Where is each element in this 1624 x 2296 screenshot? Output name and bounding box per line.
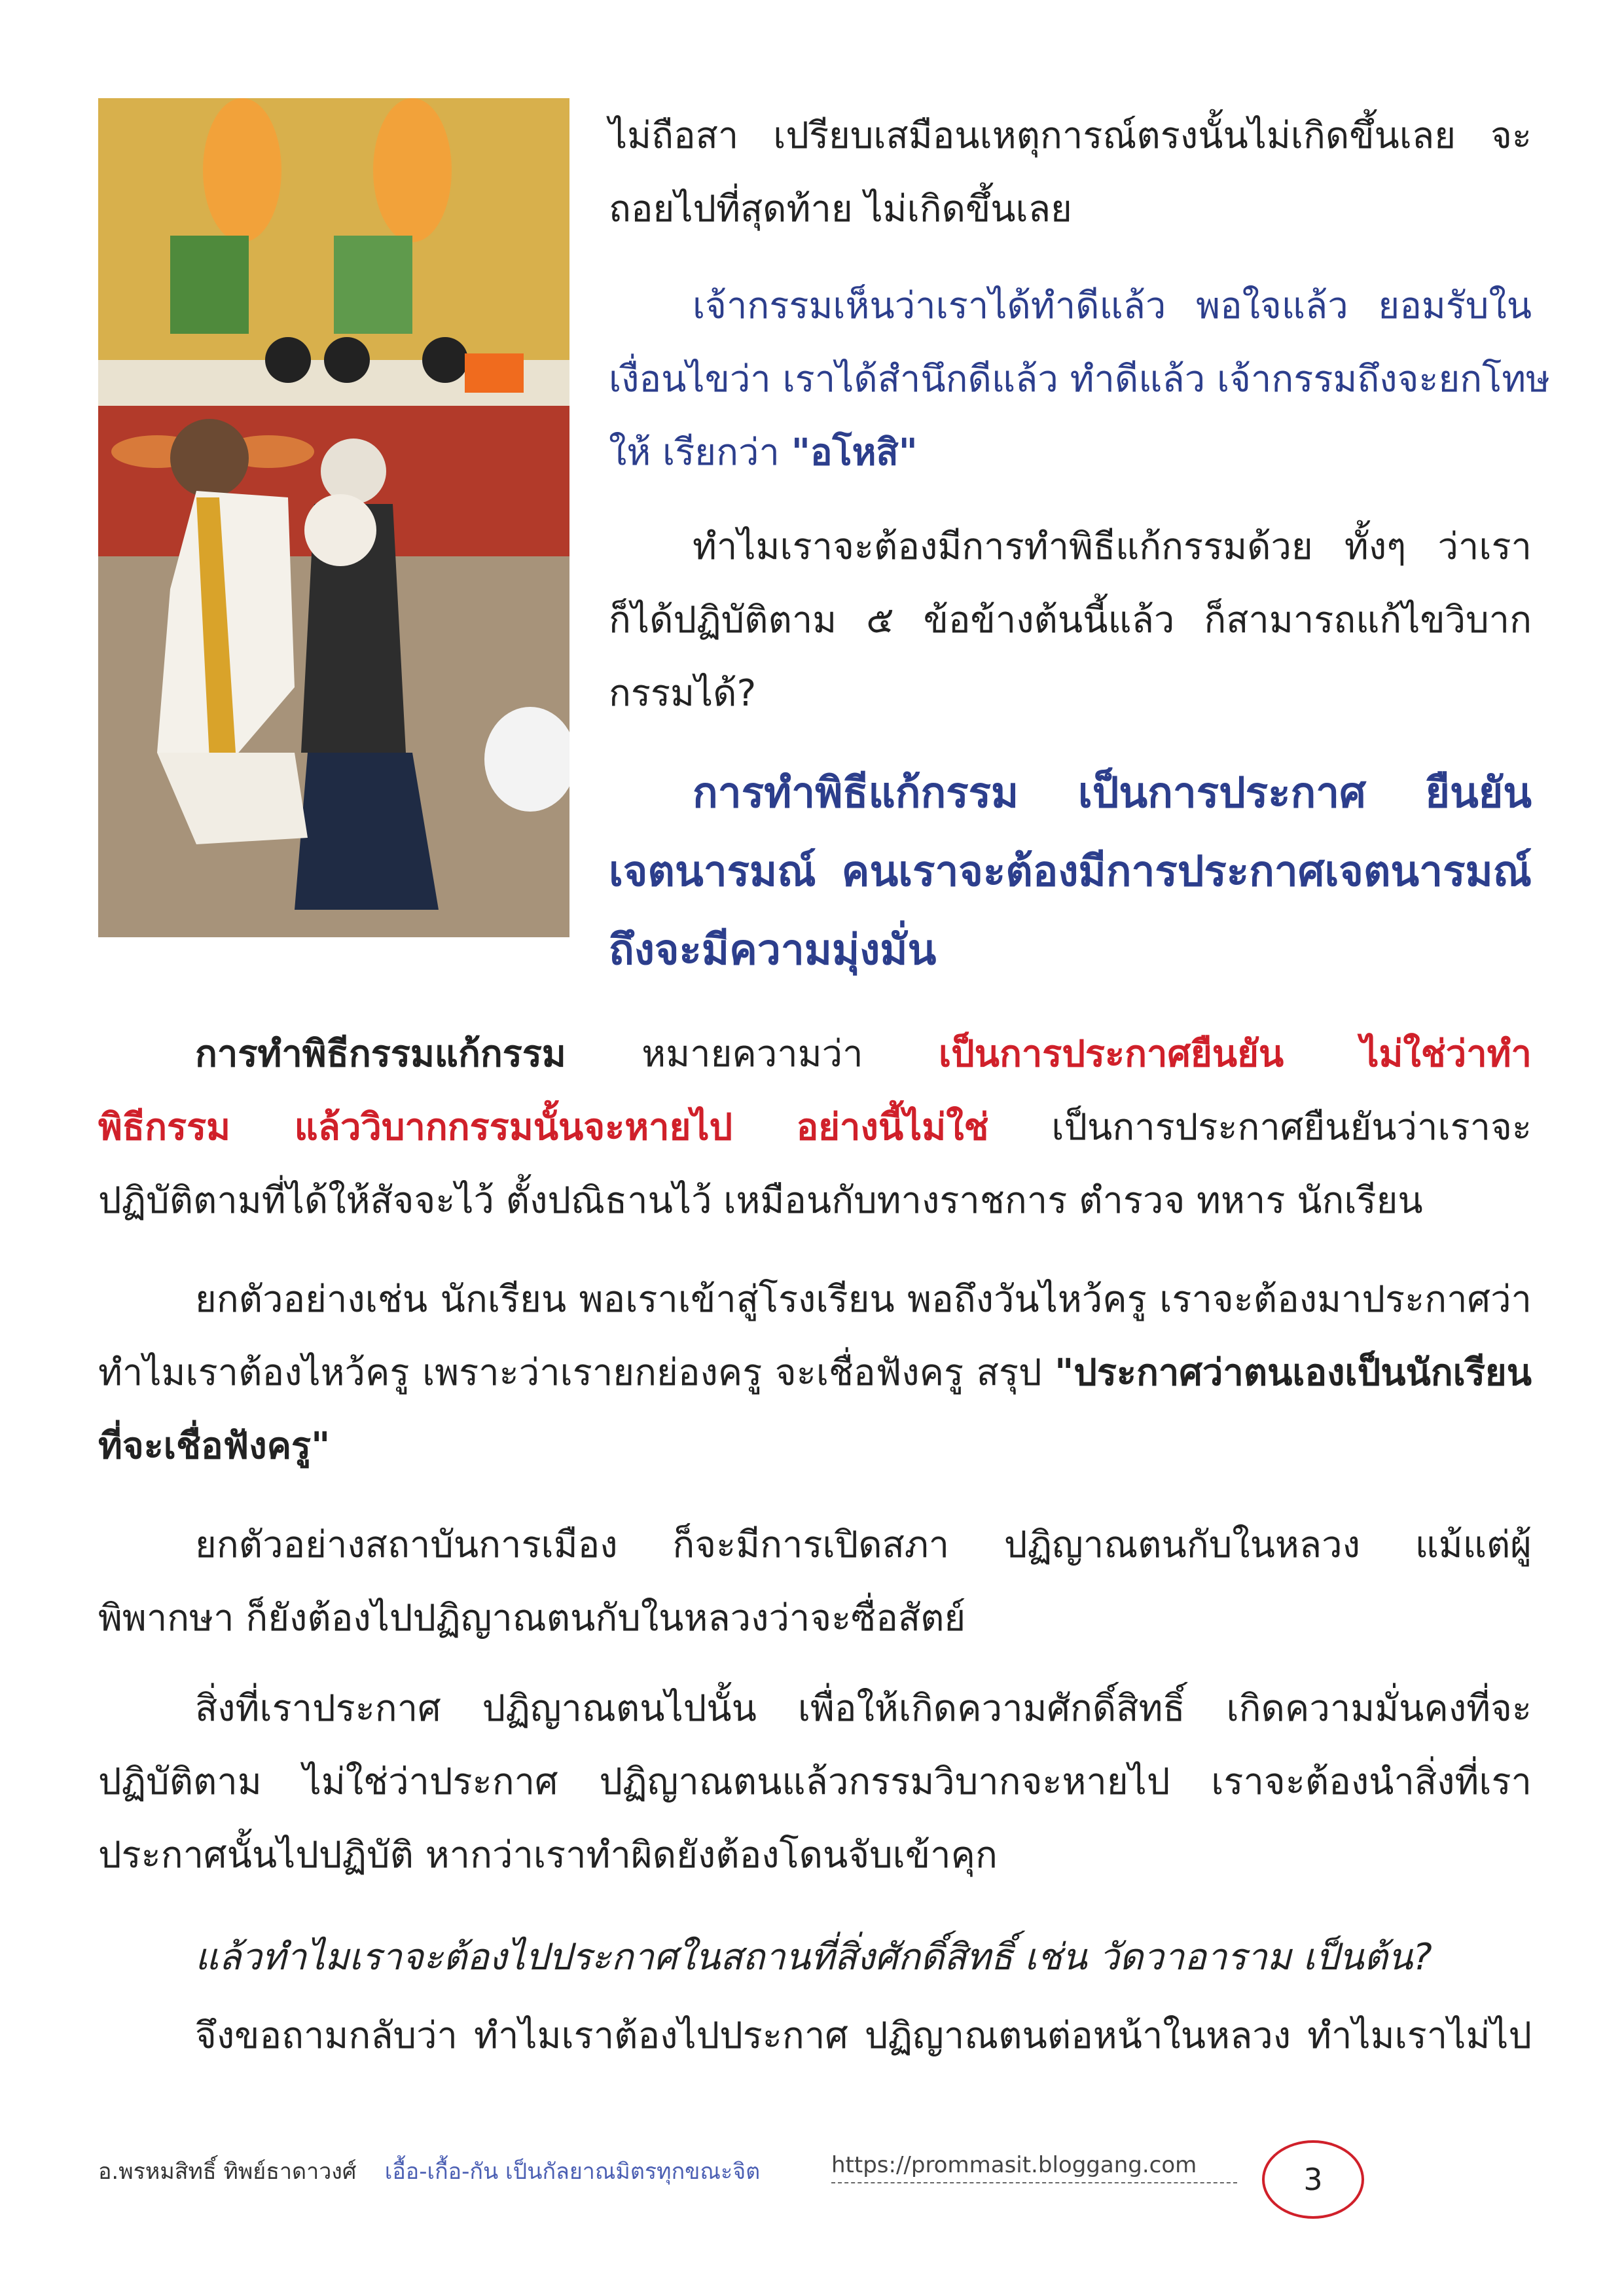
text-line [98, 1018, 1532, 1091]
text-line: เงื่อนไขว่า เราได้สำนึกดีแล้ว ทำดีแล้ว เจ้ากรรมถึงจะยกโทษ [609, 358, 1551, 401]
text-line [98, 1336, 1532, 1410]
text-run: เป็นการประกาศยืนยันว่าเราจะ [988, 1106, 1532, 1149]
paragraph-2 [609, 270, 1551, 490]
paragraph-10 [98, 2000, 1532, 2073]
text-line: กรรมได้? [609, 672, 757, 715]
text-line: ปฏิบัติตามที่ได้ให้สัจจะไว้ ตั้งปณิธานไว้ เหมือนกับทางราชการ ตำรวจ ทหาร นักเรียน [98, 1179, 1423, 1222]
text-run: ให้ เรียกว่า [609, 431, 791, 474]
paragraph-1 [609, 99, 1532, 246]
text-line: ที่จะเชื่อฟังครู" [98, 1425, 331, 1467]
emphasis-text: พิธีกรรม แล้ววิบากกรรมนั้นจะหายไป อย่างนี้ไม่ใช่ [98, 1106, 989, 1149]
page-number: 3 [1262, 2140, 1364, 2219]
ritual-photo [98, 98, 569, 937]
footer [98, 2153, 760, 2189]
blog-url-link[interactable]: https://prommasit.bloggang.com [831, 2152, 1237, 2183]
text-line: ไม่ถือสา เปรียบเสมือนเหตุการณ์ตรงนั้นไม่เกิดขึ้นเลย จะ [609, 115, 1532, 157]
text-line: ปฏิบัติตาม ไม่ใช่ว่าประกาศ ปฏิญาณตนแล้วกรรมวิบากจะหายไป เราจะต้องนำสิ่งที่เรา [98, 1761, 1532, 1803]
footer-slogan: เอื้อ-เกื้อ-กัน เป็นกัลยาณมิตรทุกขณะจิต [384, 2159, 761, 2185]
paragraph-5 [98, 1018, 1532, 1238]
ahosi-term: "อโหสิ" [791, 431, 918, 474]
text-line: แล้วทำไมเราจะต้องไปประกาศในสถานที่สิ่งศักดิ์สิทธิ์ เช่น วัดวาอาราม เป็นต้น? [195, 1936, 1432, 1979]
paragraph-9-question [98, 1921, 1532, 1994]
text-line: ก็ได้ปฏิบัติตาม ๕ ข้อข้างต้นนี้แล้ว ก็สามารถแก้ไขวิบาก [609, 599, 1532, 641]
text-line: ถอยไปที่สุดท้าย ไม่เกิดขึ้นเลย [609, 188, 1072, 230]
text-line: เจตนารมณ์ คนเราจะต้องมีการประกาศเจตนารมณ์ [609, 848, 1532, 896]
text-line: ทำไมเราจะต้องมีการทำพิธีแก้กรรมด้วย ทั้งๆ ว่าเรา [693, 526, 1532, 568]
text-line: ยกตัวอย่างสถาบันการเมือง ก็จะมีการเปิดสภา ปฏิญาณตนกับในหลวง แม้แต่ผู้ [195, 1524, 1532, 1566]
paragraph-6 [98, 1263, 1532, 1483]
text-line: ถึงจะมีความมุ่งมั่น [609, 926, 937, 975]
quote-text: "ประกาศว่าตนเองเป็นนักเรียน [1055, 1352, 1532, 1394]
text-line: ประกาศนั้นไปปฏิบัติ หากว่าเราทำผิดยังต้องโดนจับเข้าคุก [98, 1834, 998, 1876]
text-line: การทำพิธีแก้กรรม เป็นการประกาศ ยืนยัน [693, 769, 1532, 817]
paragraph-8 [98, 1672, 1532, 1892]
paragraph-3 [609, 511, 1532, 730]
emphasis-text: เป็นการประกาศยืนยัน ไม่ใช่ว่าทำ [938, 1033, 1532, 1075]
text-line [98, 1091, 1532, 1164]
paragraph-4-heading [609, 754, 1532, 990]
text-line: พิพากษา ก็ยังต้องไปปฏิญาณตนกับในหลวงว่าจะซื่อสัตย์ [98, 1597, 966, 1640]
text-line: ยกตัวอย่างเช่น นักเรียน พอเราเข้าสู่โรงเรียน พอถึงวันไหว้ครู เราจะต้องมาประกาศว่า [195, 1278, 1532, 1321]
paragraph-7 [98, 1509, 1532, 1655]
ritual-photo-illustration [98, 98, 569, 937]
text-run: หมายความว่า [566, 1033, 939, 1075]
text-line: จึงขอถามกลับว่า ทำไมเราต้องไปประกาศ ปฏิญาณตนต่อหน้าในหลวง ทำไมเราไม่ไป [195, 2015, 1532, 2057]
ritual-term: การทำพิธีกรรมแก้กรรม [195, 1033, 566, 1075]
text-run: ทำไมเราต้องไหว้ครู เพราะว่าเรายกย่องครู จะเชื่อฟังครู สรุป [98, 1352, 1055, 1394]
text-line [609, 416, 1532, 490]
author-name: อ.พรหมสิทธิ์ ทิพย์ธาดาวงศ์ [98, 2159, 357, 2185]
text-line: สิ่งที่เราประกาศ ปฏิญาณตนไปนั้น เพื่อให้เกิดความศักดิ์สิทธิ์ เกิดความมั่นคงที่จะ [195, 1687, 1532, 1730]
text-line: เจ้ากรรมเห็นว่าเราได้ทำดีแล้ว พอใจแล้ว ยอมรับใน [693, 285, 1532, 327]
